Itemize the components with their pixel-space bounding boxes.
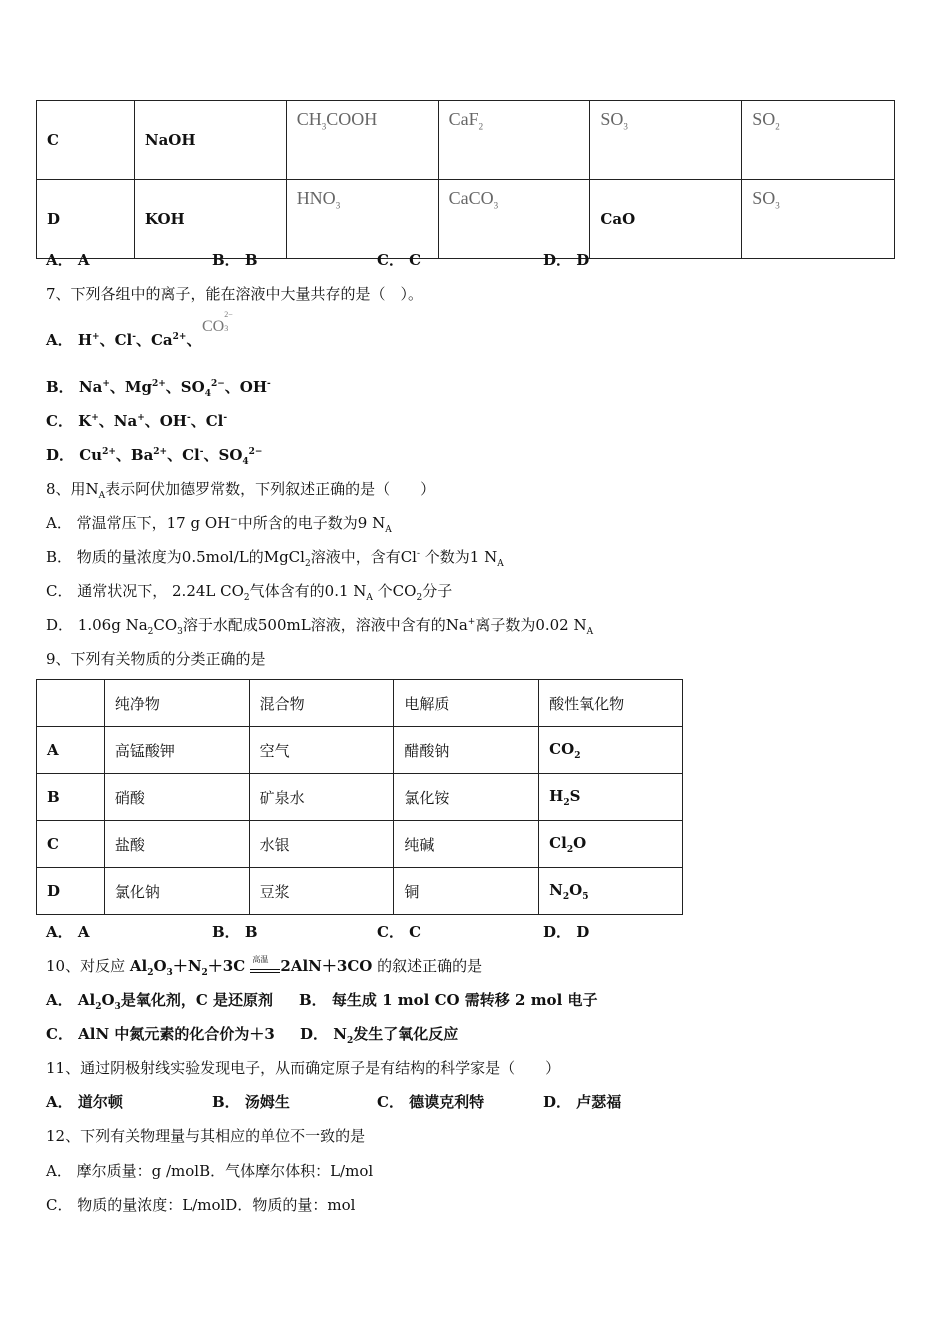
q7-stem: 7、下列各组中的离子，能在溶液中大量共存的是（ ）。	[46, 285, 424, 303]
header-cell: 电解质	[394, 680, 539, 727]
row-label: A	[37, 727, 105, 774]
oxide-cell: CaO	[590, 180, 742, 259]
q6-option-d[interactable]: D． D	[543, 251, 590, 269]
pure-cell: 高锰酸钾	[104, 727, 249, 774]
electrolyte-cell: 氯化铵	[394, 774, 539, 821]
q12-stem: 12、下列有关物理量与其相应的单位不一致的是	[46, 1127, 366, 1145]
q9-stem: 9、下列有关物质的分类正确的是	[46, 650, 266, 668]
table-row	[37, 727, 683, 774]
q11-option-b[interactable]: B． 汤姆生	[212, 1093, 290, 1111]
q10-option-c[interactable]: C． AlN 中氮元素的化合价为＋3	[46, 1025, 275, 1043]
table-row	[37, 101, 895, 180]
oxide-cell: $SO_2$	[742, 101, 895, 180]
table-row	[37, 774, 683, 821]
pure-cell: 氯化钠	[104, 868, 249, 915]
row-label: B	[37, 774, 105, 821]
pure-cell: 盐酸	[104, 821, 249, 868]
acid-cell: $HNO_3$	[286, 180, 438, 259]
oxide-cell: $SO_3$	[590, 101, 742, 180]
table-row	[37, 821, 683, 868]
mixture-cell: 空气	[249, 727, 394, 774]
base-cell: NaOH	[134, 101, 286, 180]
oxide-cell: $SO_3$	[742, 180, 895, 259]
q10-option-d[interactable]: D． $N_2$发生了氧化反应	[300, 1025, 459, 1046]
q8-option-c[interactable]: C． 通常状况下， 2.24L $CO_2$气体含有的0.1 $N_A$ 个$CO_2$分子	[46, 582, 453, 603]
q8-option-a[interactable]: A． 常温常压下，17 g OH−中所含的电子数为9 $N_A$	[46, 514, 392, 535]
base-cell: KOH	[134, 180, 286, 259]
header-cell: 混合物	[249, 680, 394, 727]
electrolyte-cell: 纯碱	[394, 821, 539, 868]
q11-option-d[interactable]: D． 卢瑟福	[543, 1093, 622, 1111]
q10-stem: 10、对反应 $Al_2O_3+N_2+3C$ 高温 2AlN＋3CO 的叙述正确的是	[46, 955, 483, 978]
acidic-oxide-cell: $N_2O_5$	[539, 868, 683, 915]
mixture-cell: 水银	[249, 821, 394, 868]
q8-stem: 8、用$N_A$表示阿伏加德罗常数，下列叙述正确的是（ ）	[46, 480, 436, 501]
q12-options-ab[interactable]: A． 摩尔质量：g /molB．气体摩尔体积：L/mol	[46, 1162, 374, 1180]
q6-option-a[interactable]: A． A	[46, 251, 90, 269]
q8-option-d[interactable]: D． 1.06g $Na_2CO_3$溶于水配成500mL溶液，溶液中含有的Na+离子数为0.02 $N_A$	[46, 616, 594, 637]
q7-option-d[interactable]: D． $Cu^{2+}$、$Ba^{2+}$、Cl-、$SO_4^{2-}$	[46, 446, 263, 467]
equilibrium-arrow-icon: 高温	[250, 960, 280, 974]
acid-cell: $CH_3COOH$	[286, 101, 438, 180]
electrolyte-cell: 铜	[394, 868, 539, 915]
mixture-cell: 豆浆	[249, 868, 394, 915]
q11-stem: 11、通过阴极射线实验发现电子，从而确定原子是有结构的科学家是（ ）	[46, 1059, 561, 1077]
q7-option-b[interactable]: B． Na+、$Mg^{2+}$、$SO_4^{2-}$、OH-	[46, 378, 271, 399]
row-label: D	[37, 868, 105, 915]
pure-cell: 硝酸	[104, 774, 249, 821]
table-row	[37, 868, 683, 915]
acidic-oxide-cell: $CO_2$	[539, 727, 683, 774]
q9-option-b[interactable]: B． B	[212, 923, 258, 941]
salt-cell: CaCO$_3$	[438, 180, 590, 259]
q9-option-c[interactable]: C． C	[377, 923, 422, 941]
carbonate-ion: CO 2− 3	[202, 310, 233, 335]
acidic-oxide-cell: $Cl_2O$	[539, 821, 683, 868]
q11-option-c[interactable]: C． 德谟克利特	[377, 1093, 485, 1111]
row-label: C	[37, 101, 135, 180]
classification-table-top	[36, 100, 895, 259]
q12-options-cd[interactable]: C． 物质的量浓度：L/molD．物质的量：mol	[46, 1196, 356, 1214]
electrolyte-cell: 醋酸钠	[394, 727, 539, 774]
table-row	[37, 180, 895, 259]
q9-option-a[interactable]: A． A	[46, 923, 90, 941]
table-header-row	[37, 680, 683, 727]
q8-option-b[interactable]: B． 物质的量浓度为0.5mol/L的MgCl$_2$溶液中，含有Cl- 个数为1 $N_A$	[46, 548, 504, 569]
q11-option-a[interactable]: A． 道尔顿	[46, 1093, 123, 1111]
q6-option-b[interactable]: B． B	[212, 251, 258, 269]
row-label: D	[37, 180, 135, 259]
q10-option-b[interactable]: B． 每生成 1 mol CO 需转移 2 mol 电子	[299, 991, 598, 1009]
classification-table	[36, 679, 683, 915]
q7-option-c[interactable]: C． K+、Na+、OH-、Cl-	[46, 412, 228, 430]
salt-cell: CaF$_2$	[438, 101, 590, 180]
header-cell: 纯净物	[104, 680, 249, 727]
q7-option-a[interactable]: A． H+、Cl-、$Ca^{2+}$、	[46, 331, 202, 349]
header-cell	[37, 680, 105, 727]
q10-option-a[interactable]: A． $Al_2O_3$是氧化剂，C 是还原剂	[46, 991, 273, 1012]
row-label: C	[37, 821, 105, 868]
q9-option-d[interactable]: D． D	[543, 923, 590, 941]
header-cell: 酸性氧化物	[539, 680, 683, 727]
acidic-oxide-cell: $H_2S$	[539, 774, 683, 821]
q6-option-c[interactable]: C． C	[377, 251, 422, 269]
mixture-cell: 矿泉水	[249, 774, 394, 821]
